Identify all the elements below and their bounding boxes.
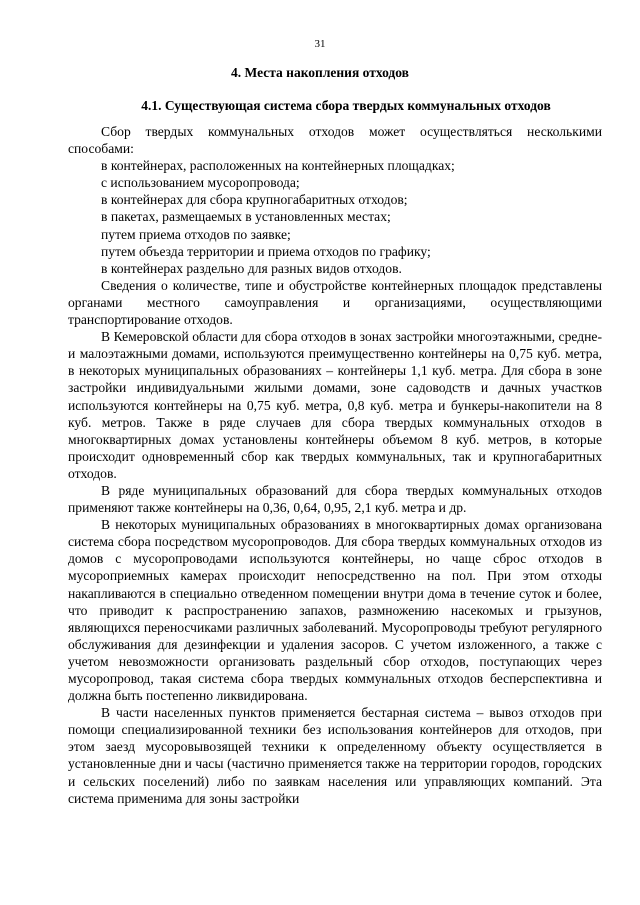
body-text — [68, 123, 602, 807]
page-number: 31 — [314, 38, 326, 50]
paragraph: Сведения о количестве, типе и обустройстве контейнерных площадок представлены органами местного самоуправления и организациями, осуществляющими транспортирование отходов. — [68, 277, 602, 328]
list-item: с использованием мусоропровода; — [101, 175, 300, 191]
list-item: в контейнерах для сбора крупногабаритных отходов; — [101, 192, 408, 208]
list-item: путем объезда территории и приема отходов по графику; — [101, 243, 431, 259]
list-item: путем приема отходов по заявке; — [101, 226, 291, 242]
paragraph: В части населенных пунктов применяется бестарная система – вывоз отходов при помощи специализированной техники без использования контейнеров для отходов, при этом заезд мусоровывозящей техники к определенному объекту осуществляется в установленные дни и часы (частично применяется также на территории городов, городских и сельских поселений) либо по заявкам населения или управляющих компаний. Эта система применима для зоны застройки — [68, 705, 602, 806]
paragraph: В Кемеровской области для сбора отходов в зонах застройки многоэтажными, средне- и малоэтажными домами, используются преимущественно контейнеры на 0,75 куб. метра, в некоторых муниципальных образованиях – контейнеры 1,1 куб. метра. Для сбора в зоне застройки индивидуальными жилыми домами, зоне садоводств и дачных участков используются контейнеры на 0,75 куб. метра, 0,8 куб. метра и бункеры-накопители на 8 куб. метров. Также в ряде случаев для сбора твердых коммунальных отходов в многоквартирных домах установлены контейнеры объемом 8 куб. метров, в которые происходит одновременный сбор как твердых коммунальных, так и крупногабаритных отходов. — [68, 329, 602, 481]
paragraph: В ряде муниципальных образований для сбора твердых коммунальных отходов применяют также контейнеры на 0,36, 0,64, 0,95, 2,1 куб. метра и др. — [68, 482, 602, 516]
subsection-heading: 4.1. Существующая система сбора твердых коммунальных отходов — [141, 98, 551, 113]
section-heading: 4. Места накопления отходов — [231, 65, 409, 80]
paragraph: Сбор твердых коммунальных отходов может осуществляться несколькими способами: — [68, 124, 602, 157]
list-item: в пакетах, размещаемых в установленных местах; — [101, 209, 391, 225]
paragraph: В некоторых муниципальных образованиях в многоквартирных домах организована система сбора посредством мусоропроводов. Для сбора твердых коммунальных отходов из домов с мусоропроводами используются контейнеры, но чаще сброс отходов в мусороприемных камерах происходит непосредственно на пол. При этом отходы накапливаются в специально отведенном помещении внутри дома в течение суток и более, что приводит к распространению запахов, размножению насекомых и грызунов, являющихся переносчиками различных заболеваний. Мусоропроводы требуют регулярного обслуживания для дезинфекции и удаления засоров. С учетом изложенного, а также с учетом невозможности организовать раздельный сбор отходов, поступающих через мусоропровод, такая система сбора твердых коммунальных отходов бесперспективна и должна быть постепенно ликвидирована. — [68, 517, 602, 704]
list-item: в контейнерах, расположенных на контейнерных площадках; — [101, 158, 455, 174]
list-item: в контейнерах раздельно для разных видов отходов. — [101, 260, 402, 276]
